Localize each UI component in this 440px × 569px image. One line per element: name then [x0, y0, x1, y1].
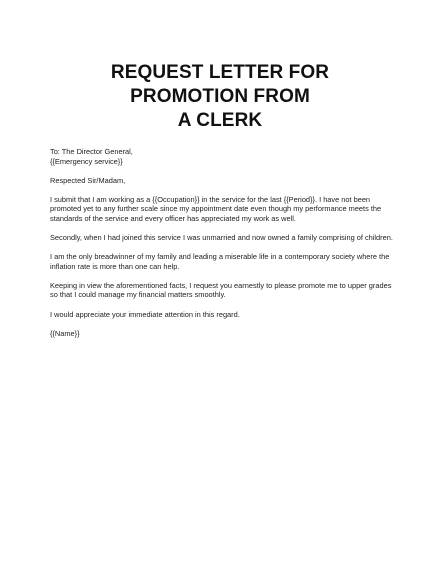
recipient-address: [50, 147, 390, 166]
signature: {{Name}}: [50, 328, 80, 338]
paragraph-1-line-2: promoted yet to any further scale since my appointment date even though my performance meets the: [50, 204, 382, 214]
title-line-2: A CLERK: [177, 110, 263, 131]
address-line-1: To: The Director General,: [50, 147, 133, 156]
paragraph-2-line-1: Secondly, when I had joined this service I was unmarried and now owned a family comprising of children.: [50, 233, 393, 243]
paragraph-4-line-2: so that I could manage my financial matters smoothly.: [50, 290, 226, 300]
title-line-1: REQUEST LETTER FOR PROMOTION FROM: [110, 62, 330, 107]
paragraph-4: [50, 281, 390, 300]
paragraph-3-line-1: I am the only breadwinner of my family and leading a miserable life in a contemporary society where the: [50, 252, 390, 262]
paragraph-1: [50, 195, 390, 224]
salutation: Respected Sir/Madam,: [50, 175, 126, 185]
paragraph-5-line-1: I would appreciate your immediate attention in this regard.: [50, 309, 240, 319]
paragraph-2: [50, 233, 393, 243]
paragraph-3: [50, 252, 390, 271]
paragraph-1-line-1: I submit that I am working as a {{Occupation}} in the service for the last {{Period}}. I have not been: [50, 194, 371, 204]
paragraph-1-line-3: standards of the service and every officer has appreciated my work as well.: [50, 213, 296, 223]
paragraph-4-line-1: Keeping in view the aforementioned facts, I request you earnestly to please promote me to upper grades: [50, 280, 392, 290]
paragraph-3-line-2: inflation rate is more than one can help.: [50, 261, 180, 271]
page-title: [50, 61, 390, 133]
address-line-2: {{Emergency service}}: [50, 156, 123, 166]
paragraph-5: [50, 310, 390, 320]
